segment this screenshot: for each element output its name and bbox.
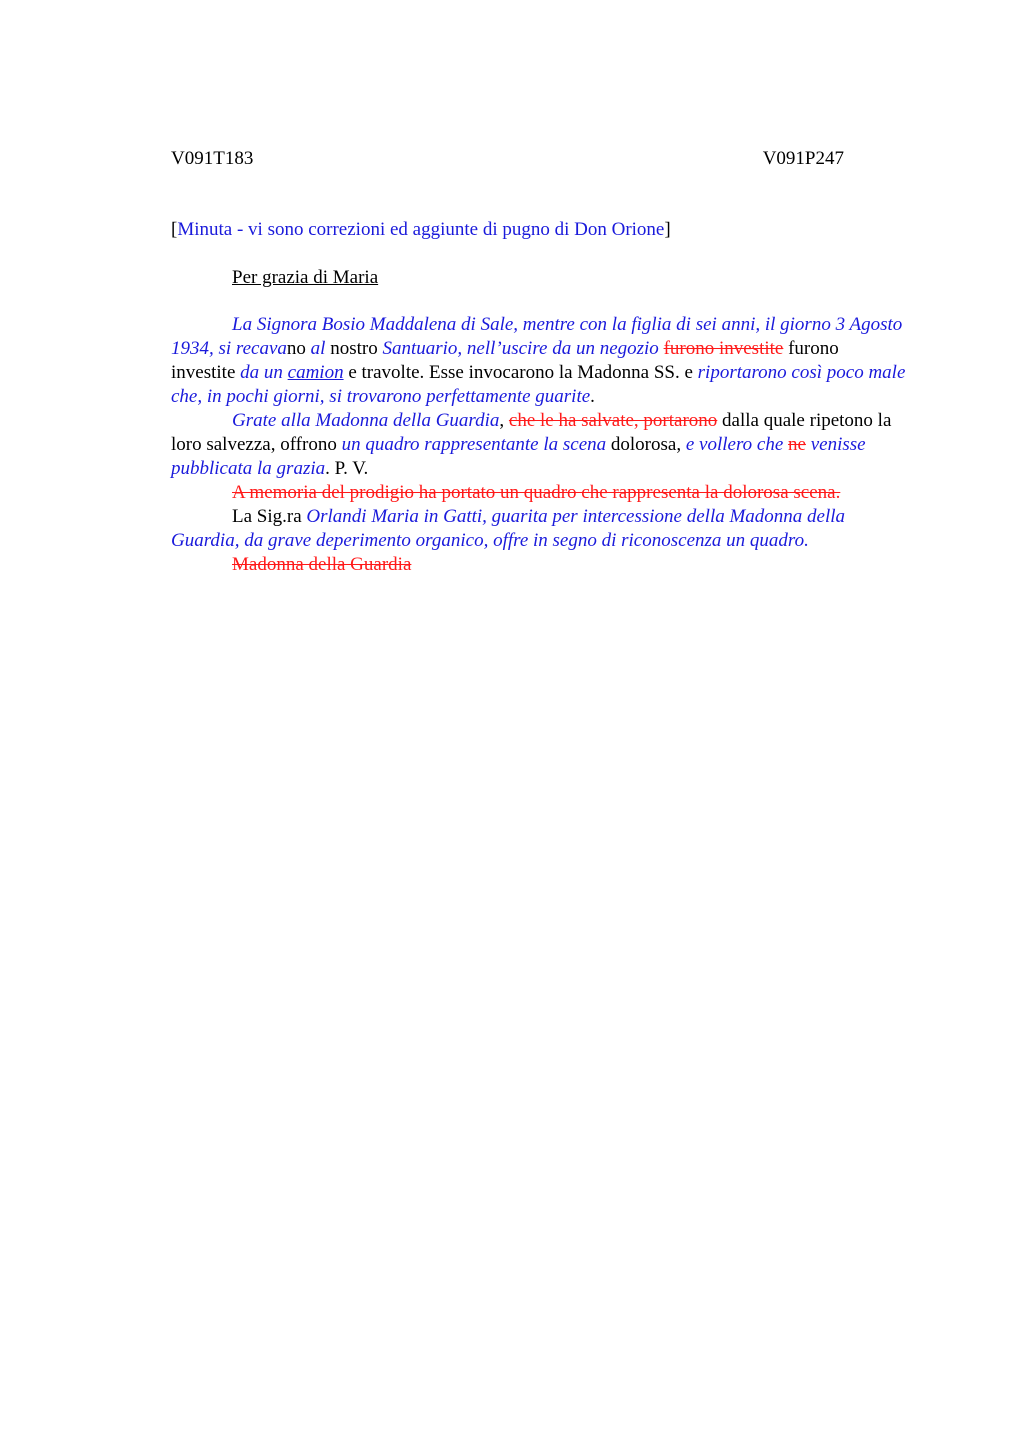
added-text: Santuario, nell’uscire da un negozio: [382, 338, 659, 359]
added-text: e vollero che: [685, 434, 784, 455]
original-text: furono investite: [171, 338, 839, 383]
document-title: Per grazia di Maria: [232, 267, 379, 288]
original-text: dolorosa,: [606, 434, 686, 455]
paragraph-5: [171, 553, 906, 577]
original-text: no: [286, 338, 311, 359]
editorial-note: [171, 218, 911, 242]
added-underlined-text: camion: [287, 362, 344, 383]
original-text: .: [590, 386, 595, 407]
deleted-text: furono investite: [663, 338, 784, 359]
deleted-text: ne: [788, 434, 806, 455]
document-body: [171, 313, 906, 577]
added-text: Orlandi Maria in Gatti, guarita per intercessione della Madonna della Guardia, da grave deperimento organico, offre in segno di riconoscenza un quadro.: [171, 506, 846, 551]
note-open-bracket: [: [171, 219, 178, 240]
added-text: da un: [240, 362, 283, 383]
note-text: Minuta - vi sono correzioni ed aggiunte di pugno di Don Orione: [177, 219, 665, 240]
deleted-text: che le ha salvate, portarono: [508, 410, 718, 431]
original-text: . P. V.: [325, 458, 369, 479]
added-text: un quadro rappresentante la scena: [341, 434, 607, 455]
added-text: La Signora Bosio Maddalena di Sale, mentre con la figlia di sei anni, il giorno 3 Agosto 1934, si recava: [171, 314, 903, 359]
deleted-text: A memoria del prodigio ha portato un quadro che rappresenta la dolorosa scena.: [232, 482, 841, 503]
added-text: venisse pubblicata la grazia: [171, 434, 866, 479]
original-text: La Sig.ra: [232, 506, 307, 527]
original-text: e travolte. Esse invocarono la Madonna SS. e: [343, 362, 698, 383]
original-text: nostro: [325, 338, 383, 359]
paragraph-2: [171, 409, 906, 481]
document-code-left: V091T183: [171, 148, 254, 169]
note-close-bracket: ]: [664, 219, 671, 240]
added-text: Grate alla Madonna della Guardia: [232, 410, 500, 431]
paragraph-1: [171, 313, 906, 409]
added-text: riportarono così poco male che, in pochi giorni, si trovarono perfettamente guarite: [171, 362, 906, 407]
paragraph-4: [171, 505, 906, 553]
original-text: ,: [499, 410, 509, 431]
document-code-right: V091P247: [762, 148, 844, 169]
paragraph-3: [171, 481, 906, 505]
original-text: dalla quale ripetono la loro salvezza, offrono: [171, 410, 892, 455]
deleted-text: Madonna della Guardia: [232, 554, 412, 575]
added-text: al: [310, 338, 326, 359]
document-header: [171, 147, 844, 171]
